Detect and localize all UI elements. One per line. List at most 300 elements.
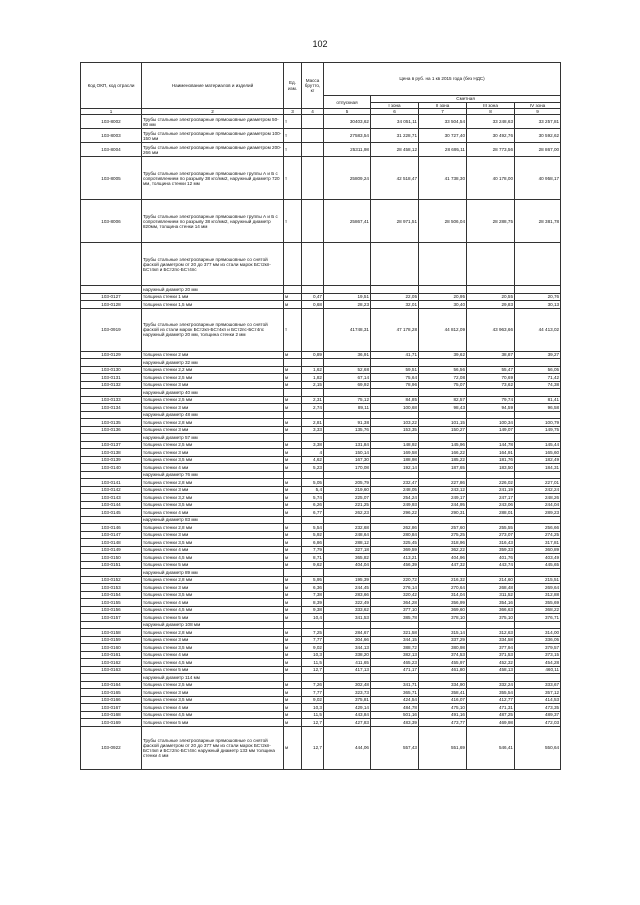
zone-1-price-cell: 148,92: [371, 441, 419, 449]
zone-3-price-cell: 73,62: [467, 381, 515, 389]
zone-3-price-cell: 443,74: [467, 561, 515, 569]
mass-cell: [302, 143, 324, 157]
unit-cell: м: [284, 576, 302, 584]
product-name-cell: толщина стенки 4 мм: [142, 599, 284, 607]
zone-1-price-cell: 78,96: [371, 381, 419, 389]
zone-1-price-cell: 84,85: [371, 396, 419, 404]
zone-3-price-cell: 312,63: [467, 629, 515, 637]
release-price-cell: 221,25: [324, 501, 371, 509]
zone-2-price-cell: [419, 569, 467, 577]
zone-4-price-cell: 550,64: [515, 726, 561, 769]
zone-1-price-cell: 47 178,28: [371, 308, 419, 351]
product-code-cell: [81, 471, 142, 479]
price-table: [80, 62, 561, 770]
product-name-cell: толщина стенки 1,5 мм: [142, 301, 284, 309]
header-estimated-price: Сметная: [371, 96, 561, 103]
product-code-cell: [81, 434, 142, 442]
zone-1-price-cell: 341,71: [371, 681, 419, 689]
zone-3-price-cell: 149,07: [467, 426, 515, 434]
product-code-cell: 103-0130: [81, 366, 142, 374]
unit-cell: т: [284, 143, 302, 157]
product-name-cell: наружный диаметр 20 мм: [142, 286, 284, 294]
product-name-cell: наружный диаметр 32 мм: [142, 359, 284, 367]
unit-cell: м: [284, 301, 302, 309]
mass-cell: 0,47: [302, 293, 324, 301]
mass-cell: 5,4: [302, 486, 324, 494]
product-name-cell: наружный диаметр 48 мм: [142, 411, 284, 419]
zone-2-price-cell: [419, 471, 467, 479]
product-code-cell: 103-0166: [81, 696, 142, 704]
zone-3-price-cell: 144,78: [467, 441, 515, 449]
zone-2-price-cell: 362,22: [419, 546, 467, 554]
zone-2-price-cell: 44 812,09: [419, 308, 467, 351]
zone-4-price-cell: 460,11: [515, 666, 561, 674]
zone-2-price-cell: 185,22: [419, 456, 467, 464]
zone-3-price-cell: 241,19: [467, 486, 515, 494]
mass-cell: [302, 621, 324, 629]
product-code-cell: 103-8005: [81, 157, 142, 200]
zone-1-price-cell: 28 971,51: [371, 200, 419, 243]
zone-3-price-cell: [467, 621, 515, 629]
zone-4-price-cell: 336,05: [515, 636, 561, 644]
zone-4-price-cell: [515, 359, 561, 367]
product-code-cell: 103-0135: [81, 419, 142, 427]
zone-4-price-cell: 215,51: [515, 576, 561, 584]
zone-3-price-cell: 214,60: [467, 576, 515, 584]
mass-cell: 5,92: [302, 531, 324, 539]
product-code-cell: 103-0157: [81, 614, 142, 622]
product-name-cell: Трубы стальные электросварные прямошовные со снятой фаской из стали марок БСт2кп-БСт4кп и БСт2пс-БСт4пс наружный диаметр 20 мм, толщина стенки 2 мм: [142, 308, 284, 351]
release-price-cell: 195,39: [324, 576, 371, 584]
release-price-cell: 444,06: [324, 726, 371, 769]
product-code-cell: [81, 516, 142, 524]
zone-3-price-cell: 29,83: [467, 301, 515, 309]
mass-cell: 4,62: [302, 456, 324, 464]
mass-cell: 2,81: [302, 419, 324, 427]
unit-cell: м: [284, 464, 302, 472]
unit-cell: м: [284, 689, 302, 697]
zone-1-price-cell: 100,68: [371, 404, 419, 412]
release-price-cell: 338,20: [324, 651, 371, 659]
table-row: [81, 644, 561, 652]
release-price-cell: 375,81: [324, 696, 371, 704]
zone-4-price-cell: [515, 434, 561, 442]
zone-2-price-cell: [419, 359, 467, 367]
zone-4-price-cell: 248,26: [515, 494, 561, 502]
product-name-cell: толщина стенки 4 мм: [142, 509, 284, 517]
table-row: [81, 539, 561, 547]
table-row: [81, 546, 561, 554]
zone-4-price-cell: 28 381,78: [515, 200, 561, 243]
product-code-cell: 103-0161: [81, 651, 142, 659]
product-name-cell: толщина стенки 2,8 мм: [142, 419, 284, 427]
product-name-cell: толщина стенки 2,2 мм: [142, 366, 284, 374]
release-price-cell: 170,08: [324, 464, 371, 472]
table-row: [81, 614, 561, 622]
product-name-cell: толщина стенки 4 мм: [142, 464, 284, 472]
product-name-cell: Трубы стальные электросварные прямошовные со снятой фаской диаметром от 20 до 377 мм из стали марок БСт2кп-БСт4кп и БСт2пс-БСт4пс наружный диаметр 133 мм толщина стенки 4 мм: [142, 726, 284, 769]
mass-cell: 9,62: [302, 561, 324, 569]
zone-4-price-cell: 71,42: [515, 374, 561, 382]
zone-3-price-cell: 40 178,00: [467, 157, 515, 200]
unit-cell: [284, 471, 302, 479]
release-price-cell: 150,14: [324, 449, 371, 457]
table-row: [81, 143, 561, 157]
zone-3-price-cell: 487,25: [467, 711, 515, 719]
zone-2-price-cell: 33 504,54: [419, 115, 467, 129]
release-price-cell: 225,07: [324, 494, 371, 502]
table-row: [81, 396, 561, 404]
unit-cell: [284, 359, 302, 367]
unit-cell: м: [284, 494, 302, 502]
zone-3-price-cell: 247,17: [467, 494, 515, 502]
mass-cell: [302, 129, 324, 143]
zone-1-price-cell: 28 458,12: [371, 143, 419, 157]
unit-cell: м: [284, 501, 302, 509]
product-code-cell: 103-0143: [81, 494, 142, 502]
product-code-cell: [81, 621, 142, 629]
zone-3-price-cell: [467, 411, 515, 419]
zone-2-price-cell: 82,57: [419, 396, 467, 404]
table-row: [81, 576, 561, 584]
product-code-cell: [81, 411, 142, 419]
zone-3-price-cell: 412,77: [467, 696, 515, 704]
product-code-cell: 103-8002: [81, 115, 142, 129]
zone-4-price-cell: 56,05: [515, 366, 561, 374]
table-row: [81, 115, 561, 129]
mass-cell: 6,26: [302, 501, 324, 509]
zone-1-price-cell: 192,14: [371, 464, 419, 472]
zone-4-price-cell: 184,31: [515, 464, 561, 472]
release-price-cell: 262,23: [324, 509, 371, 517]
table-row: [81, 591, 561, 599]
zone-2-price-cell: 473,77: [419, 719, 467, 727]
mass-cell: [302, 286, 324, 294]
page-number: 102: [312, 39, 328, 49]
zone-2-price-cell: [419, 674, 467, 682]
table-row: [81, 584, 561, 592]
zone-3-price-cell: 164,91: [467, 449, 515, 457]
release-price-cell: 411,65: [324, 659, 371, 667]
zone-1-price-cell: [371, 411, 419, 419]
zone-2-price-cell: 270,64: [419, 584, 467, 592]
unit-cell: м: [284, 726, 302, 769]
zone-1-price-cell: 276,14: [371, 584, 419, 592]
unit-cell: м: [284, 711, 302, 719]
zone-2-price-cell: 75,07: [419, 381, 467, 389]
product-name-cell: толщина стенки 5 мм: [142, 614, 284, 622]
zone-3-price-cell: 268,48: [467, 584, 515, 592]
zone-1-price-cell: 364,28: [371, 599, 419, 607]
product-name-cell: толщина стенки 1 мм: [142, 293, 284, 301]
zone-2-price-cell: 216,32: [419, 576, 467, 584]
zone-1-price-cell: 557,43: [371, 726, 419, 769]
product-name-cell: толщина стенки 3,5 мм: [142, 696, 284, 704]
zone-1-price-cell: 484,78: [371, 704, 419, 712]
product-name-cell: толщина стенки 4,5 мм: [142, 554, 284, 562]
product-name-cell: наружный диаметр 76 мм: [142, 471, 284, 479]
zone-4-price-cell: 314,00: [515, 629, 561, 637]
product-code-cell: 103-0148: [81, 539, 142, 547]
table-row: [81, 286, 561, 294]
release-price-cell: 244,45: [324, 584, 371, 592]
product-name-cell: толщина стенки 2 мм: [142, 351, 284, 359]
table-row: [81, 629, 561, 637]
release-price-cell: 69,92: [324, 381, 371, 389]
release-price-cell: 341,53: [324, 614, 371, 622]
zone-2-price-cell: 369,60: [419, 606, 467, 614]
release-price-cell: 302,48: [324, 681, 371, 689]
mass-cell: 3,38: [302, 441, 324, 449]
zone-1-price-cell: 413,21: [371, 554, 419, 562]
zone-4-price-cell: 403,49: [515, 554, 561, 562]
unit-cell: м: [284, 659, 302, 667]
product-name-cell: толщина стенки 3 мм: [142, 426, 284, 434]
zone-4-price-cell: [515, 389, 561, 397]
product-name-cell: толщина стенки 4,5 мм: [142, 711, 284, 719]
product-code-cell: 103-0150: [81, 554, 142, 562]
product-code-cell: 103-0154: [81, 591, 142, 599]
unit-cell: м: [284, 509, 302, 517]
release-price-cell: 91,38: [324, 419, 371, 427]
unit-cell: м: [284, 591, 302, 599]
zone-2-price-cell: 227,86: [419, 479, 467, 487]
zone-2-price-cell: [419, 411, 467, 419]
table-row: [81, 621, 561, 629]
zone-3-price-cell: 471,31: [467, 704, 515, 712]
zone-2-price-cell: 461,80: [419, 666, 467, 674]
product-code-cell: 103-0129: [81, 351, 142, 359]
zone-1-price-cell: 320,42: [371, 591, 419, 599]
mass-cell: [302, 200, 324, 243]
header-zone-4: IV зона: [515, 103, 561, 109]
mass-cell: 7,26: [302, 681, 324, 689]
unit-cell: м: [284, 479, 302, 487]
zone-2-price-cell: 145,96: [419, 441, 467, 449]
zone-2-price-cell: 243,12: [419, 486, 467, 494]
release-price-cell: 284,67: [324, 629, 371, 637]
mass-cell: [302, 115, 324, 129]
mass-cell: 7,25: [302, 629, 324, 637]
zone-4-price-cell: 227,01: [515, 479, 561, 487]
mass-cell: 0,68: [302, 301, 324, 309]
table-row: [81, 464, 561, 472]
product-code-cell: 103-0141: [81, 479, 142, 487]
table-row: [81, 381, 561, 389]
table-row: [81, 696, 561, 704]
table-row: [81, 308, 561, 351]
product-name-cell: толщина стенки 2,5 мм: [142, 441, 284, 449]
mass-cell: [302, 434, 324, 442]
column-number: 2: [142, 109, 284, 115]
zone-4-price-cell: 182,49: [515, 456, 561, 464]
unit-cell: [284, 389, 302, 397]
table-row: [81, 389, 561, 397]
mass-cell: 10,4: [302, 614, 324, 622]
unit-cell: м: [284, 374, 302, 382]
zone-4-price-cell: 44 413,02: [515, 308, 561, 351]
release-price-cell: 25311,98: [324, 143, 371, 157]
zone-1-price-cell: 344,15: [371, 636, 419, 644]
product-name-cell: толщина стенки 3,5 мм: [142, 456, 284, 464]
release-price-cell: 36,91: [324, 351, 371, 359]
zone-3-price-cell: 255,55: [467, 524, 515, 532]
zone-3-price-cell: 288,01: [467, 509, 515, 517]
zone-1-price-cell: 483,39: [371, 719, 419, 727]
mass-cell: [302, 243, 324, 286]
zone-1-price-cell: [371, 389, 419, 397]
unit-cell: т: [284, 308, 302, 351]
table-row: [81, 351, 561, 359]
table-row: [81, 501, 561, 509]
zone-1-price-cell: 382,13: [371, 651, 419, 659]
zone-2-price-cell: 150,27: [419, 426, 467, 434]
zone-2-price-cell: 356,99: [419, 599, 467, 607]
zone-3-price-cell: [467, 674, 515, 682]
zone-1-price-cell: 325,45: [371, 539, 419, 547]
zone-1-price-cell: 22,05: [371, 293, 419, 301]
mass-cell: [302, 308, 324, 351]
release-price-cell: 167,30: [324, 456, 371, 464]
product-name-cell: толщина стенки 4 мм: [142, 704, 284, 712]
release-price-cell: 205,79: [324, 479, 371, 487]
release-price-cell: 365,82: [324, 554, 371, 562]
column-number: 1: [81, 109, 142, 115]
release-price-cell: 427,83: [324, 719, 371, 727]
table-row: [81, 726, 561, 769]
product-name-cell: толщина стенки 3 мм: [142, 449, 284, 457]
zone-3-price-cell: 273,07: [467, 531, 515, 539]
zone-3-price-cell: 243,06: [467, 501, 515, 509]
mass-cell: 7,77: [302, 636, 324, 644]
zone-3-price-cell: 452,32: [467, 659, 515, 667]
zone-3-price-cell: 79,74: [467, 396, 515, 404]
zone-3-price-cell: 316,43: [467, 539, 515, 547]
table-row: [81, 200, 561, 243]
zone-3-price-cell: 377,94: [467, 644, 515, 652]
release-price-cell: [324, 674, 371, 682]
release-price-cell: 323,73: [324, 689, 371, 697]
mass-cell: 7,77: [302, 689, 324, 697]
header-zone-3: III зона: [467, 103, 515, 109]
release-price-cell: 131,84: [324, 441, 371, 449]
table-row: [81, 704, 561, 712]
zone-3-price-cell: [467, 359, 515, 367]
product-code-cell: 103-0127: [81, 293, 142, 301]
zone-3-price-cell: 359,33: [467, 546, 515, 554]
zone-4-price-cell: [515, 621, 561, 629]
product-name-cell: толщина стенки 2,8 мм: [142, 524, 284, 532]
unit-cell: м: [284, 629, 302, 637]
table-row: [81, 599, 561, 607]
mass-cell: 11,5: [302, 659, 324, 667]
zone-4-price-cell: 373,15: [515, 651, 561, 659]
unit-cell: м: [284, 719, 302, 727]
unit-cell: м: [284, 381, 302, 389]
zone-2-price-cell: 447,32: [419, 561, 467, 569]
zone-1-price-cell: 385,78: [371, 614, 419, 622]
product-code-cell: 103-0169: [81, 719, 142, 727]
header-code: Код ОКП, код отрасли: [81, 63, 142, 109]
zone-3-price-cell: 33 248,63: [467, 115, 515, 129]
product-name-cell: наружный диаметр 83 мм: [142, 516, 284, 524]
zone-2-price-cell: 290,31: [419, 509, 467, 517]
zone-2-price-cell: 551,69: [419, 726, 467, 769]
unit-cell: м: [284, 293, 302, 301]
zone-1-price-cell: 262,86: [371, 524, 419, 532]
zone-3-price-cell: [467, 434, 515, 442]
zone-3-price-cell: 366,63: [467, 606, 515, 614]
table-row: [81, 666, 561, 674]
zone-3-price-cell: [467, 389, 515, 397]
release-price-cell: 25867,41: [324, 200, 371, 243]
zone-2-price-cell: [419, 621, 467, 629]
zone-3-price-cell: 401,76: [467, 554, 515, 562]
unit-cell: м: [284, 704, 302, 712]
release-price-cell: 283,66: [324, 591, 371, 599]
unit-cell: м: [284, 636, 302, 644]
table-row: [81, 374, 561, 382]
product-name-cell: толщина стенки 3,5 мм: [142, 591, 284, 599]
zone-4-price-cell: [515, 516, 561, 524]
product-code-cell: 103-8003: [81, 129, 142, 143]
table-row: [81, 719, 561, 727]
zone-4-price-cell: [515, 674, 561, 682]
unit-cell: т: [284, 200, 302, 243]
product-code-cell: 103-0168: [81, 711, 142, 719]
product-code-cell: 103-0137: [81, 441, 142, 449]
zone-2-price-cell: [419, 286, 467, 294]
zone-1-price-cell: 321,58: [371, 629, 419, 637]
column-number: 3: [284, 109, 302, 115]
zone-1-price-cell: 103,22: [371, 419, 419, 427]
zone-4-price-cell: 149,75: [515, 426, 561, 434]
unit-cell: м: [284, 404, 302, 412]
mass-cell: 12,7: [302, 666, 324, 674]
zone-3-price-cell: 94,59: [467, 404, 515, 412]
mass-cell: 7,79: [302, 546, 324, 554]
zone-1-price-cell: [371, 243, 419, 286]
mass-cell: 7,38: [302, 591, 324, 599]
table-row: [81, 293, 561, 301]
zone-4-price-cell: 30,13: [515, 301, 561, 309]
zone-4-price-cell: 379,57: [515, 644, 561, 652]
zone-1-price-cell: [371, 471, 419, 479]
zone-4-price-cell: 100,79: [515, 419, 561, 427]
unit-cell: м: [284, 554, 302, 562]
product-name-cell: наружный диаметр 57 мм: [142, 434, 284, 442]
column-number: 6: [371, 109, 419, 115]
mass-cell: 2,74: [302, 404, 324, 412]
zone-4-price-cell: [515, 569, 561, 577]
product-name-cell: толщина стенки 2,8 мм: [142, 629, 284, 637]
zone-2-price-cell: 28 695,11: [419, 143, 467, 157]
zone-1-price-cell: 456,39: [371, 561, 419, 569]
zone-2-price-cell: 187,65: [419, 464, 467, 472]
zone-3-price-cell: [467, 471, 515, 479]
zone-4-price-cell: 312,88: [515, 591, 561, 599]
product-code-cell: [81, 286, 142, 294]
mass-cell: 10,3: [302, 704, 324, 712]
zone-2-price-cell: 249,17: [419, 494, 467, 502]
unit-cell: т: [284, 157, 302, 200]
product-name-cell: толщина стенки 5 мм: [142, 666, 284, 674]
product-code-cell: 103-0159: [81, 636, 142, 644]
table-row: [81, 449, 561, 457]
zone-3-price-cell: [467, 516, 515, 524]
mass-cell: 1,82: [302, 374, 324, 382]
product-name-cell: толщина стенки 2,5 мм: [142, 396, 284, 404]
